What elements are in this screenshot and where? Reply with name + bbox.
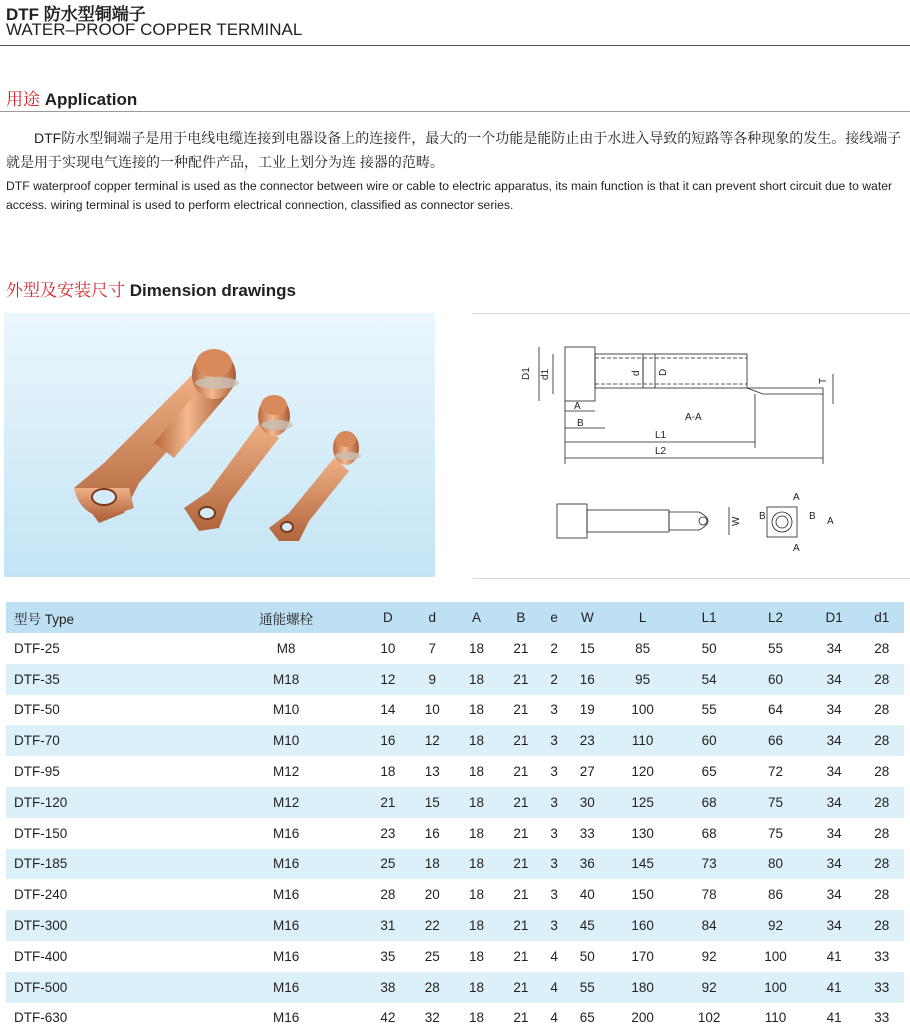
table-cell: 2 [550, 640, 558, 656]
table-cell: 42 [380, 1010, 396, 1026]
table-cell: 130 [631, 825, 654, 841]
table-cell: 21 [366, 787, 410, 818]
table-cell: 75 [742, 787, 808, 818]
table-cell: 92 [742, 910, 808, 941]
table-cell: 34 [826, 764, 842, 780]
table-cell: 85 [635, 640, 651, 656]
table-cell: 18 [380, 764, 396, 780]
table-cell: 28 [860, 725, 904, 756]
table-cell: 28 [860, 787, 904, 818]
header-divider [0, 45, 910, 46]
table-cell: 21 [513, 640, 529, 656]
table-cell: 18 [469, 764, 485, 780]
table-cell: DTF-185 [6, 849, 207, 880]
table-cell: 21 [499, 725, 543, 756]
table-cell: 28 [874, 887, 890, 903]
table-row [6, 879, 904, 910]
spec-table [6, 602, 904, 1033]
table-cell: 50 [579, 948, 595, 964]
table-row [6, 1003, 904, 1034]
table-cell: 12 [366, 664, 410, 695]
table-cell: 102 [697, 1010, 721, 1026]
table-cell: 34 [826, 825, 842, 841]
application-divider [0, 111, 910, 112]
table-cell: 80 [742, 849, 808, 880]
table-cell: 41 [809, 972, 860, 1003]
table-cell: 21 [513, 825, 529, 841]
table-cell: DTF-300 [6, 910, 207, 941]
col-L2: L2 [742, 602, 808, 633]
end-view-ring [772, 512, 792, 532]
label-D1: D1 [521, 367, 532, 380]
application-text-cn: DTF防水型铜端子是用于电线电缆连接到电器设备上的连接件，最大的一个功能是能防止由于水进入导致的短路等各种现象的发生。接线端子就是用于实现电气连接的一种配件产品，工业上划分为连 接器的范畴。 [6, 130, 902, 170]
table-cell: 64 [768, 702, 784, 718]
table-cell: DTF-150 [14, 825, 68, 841]
dimension-heading-cn: 外型及安装尺寸 [6, 281, 125, 300]
table-cell: 200 [631, 1010, 654, 1026]
table-cell: M12 [273, 764, 300, 780]
table-cell: 16 [424, 825, 440, 841]
table-cell: M16 [273, 887, 300, 903]
table-cell: M16 [207, 972, 366, 1003]
table-cell: 7 [428, 640, 436, 656]
table-cell: 34 [826, 640, 842, 656]
table-cell: 14 [380, 702, 396, 718]
table-cell: M16 [207, 910, 366, 941]
plan-sleeve [587, 510, 669, 532]
table-cell: 34 [809, 910, 860, 941]
table-cell: 125 [609, 787, 675, 818]
table-cell: 21 [513, 702, 529, 718]
table-cell: DTF-240 [14, 887, 68, 903]
table-cell: 21 [499, 849, 543, 880]
label-end-A-bottom: A [793, 543, 800, 554]
table-cell: M10 [273, 702, 300, 718]
table-cell: 21 [499, 972, 543, 1003]
table-cell: 31 [366, 910, 410, 941]
table-cell: 45 [565, 910, 609, 941]
table-cell: 55 [565, 972, 609, 1003]
label-d1: d1 [540, 368, 551, 380]
table-cell: 21 [499, 664, 543, 695]
table-cell: 21 [513, 764, 529, 780]
table-cell: 28 [874, 702, 890, 718]
table-cell: 84 [676, 910, 742, 941]
table-cell: 3 [550, 764, 558, 780]
table-row [6, 695, 904, 726]
col-A: A [454, 602, 498, 633]
col-d: d [410, 602, 454, 633]
label-L1: L1 [655, 430, 667, 441]
table-cell: 18 [469, 640, 485, 656]
table-cell: 34 [809, 725, 860, 756]
table-cell: 21 [513, 948, 529, 964]
table-cell: 16 [366, 725, 410, 756]
application-heading-en: Application [44, 90, 138, 109]
table-cell: 3 [550, 702, 558, 718]
table-cell: 35 [380, 948, 396, 964]
dimension-heading-en: Dimension drawings [129, 281, 296, 300]
table-cell: M16 [207, 849, 366, 880]
table-cell: M18 [207, 664, 366, 695]
col-type: 型号 Type [6, 602, 207, 633]
table-cell: 55 [768, 640, 784, 656]
table-cell: 34 [809, 849, 860, 880]
table-cell: 170 [631, 948, 654, 964]
table-cell: 28 [860, 849, 904, 880]
table-cell: 22 [410, 910, 454, 941]
table-cell: DTF-630 [14, 1010, 68, 1026]
label-D: D [658, 368, 669, 376]
table-cell: 19 [579, 702, 595, 718]
table-cell: 180 [609, 972, 675, 1003]
label-L2: L2 [655, 446, 667, 457]
table-cell: 110 [764, 1010, 787, 1026]
col-B: B [499, 602, 543, 633]
table-cell: M16 [273, 825, 300, 841]
table-cell: 92 [701, 948, 717, 964]
table-cell: 21 [513, 1010, 529, 1026]
col-W: W [565, 602, 609, 633]
spec-table-header [6, 602, 904, 633]
table-cell: 23 [565, 725, 609, 756]
copper-terminal-illustration [4, 313, 435, 577]
table-cell: 33 [579, 825, 595, 841]
dimension-drawing-svg [473, 314, 910, 578]
table-cell: 72 [768, 764, 784, 780]
table-cell: 100 [742, 972, 808, 1003]
table-cell: 4 [550, 1010, 558, 1026]
application-heading-cn: 用途 [6, 90, 40, 109]
table-cell: 9 [410, 664, 454, 695]
table-cell: 18 [469, 948, 485, 964]
table-cell: 110 [609, 725, 675, 756]
table-cell: 18 [454, 725, 498, 756]
table-cell: M16 [273, 1010, 300, 1026]
table-cell: M12 [207, 787, 366, 818]
table-cell: 3 [543, 787, 565, 818]
table-cell: 78 [701, 887, 717, 903]
end-view-outer [767, 507, 797, 537]
table-cell: 15 [579, 640, 595, 656]
table-cell: 100 [631, 702, 654, 718]
plan-barrel [557, 504, 587, 538]
table-cell: 38 [366, 972, 410, 1003]
table-cell: 15 [410, 787, 454, 818]
col-D: D [366, 602, 410, 633]
table-cell: 23 [380, 825, 396, 841]
table-cell: 3 [550, 887, 558, 903]
sleeve-body [595, 354, 747, 388]
table-cell: 28 [874, 764, 890, 780]
barrel-outer [565, 347, 595, 401]
application-text-en: DTF waterproof copper terminal is used as the connector between wire or cable to electric apparatus, its main function is that it can prevent short circuit due to water access. wiring terminal is used to perform electrical connection, classified as connector series. [6, 179, 893, 212]
table-cell: 18 [410, 849, 454, 880]
table-cell: 150 [631, 887, 654, 903]
table-cell: 41 [826, 948, 842, 964]
table-cell: 40 [579, 887, 595, 903]
table-row [6, 664, 904, 695]
table-cell: 28 [410, 972, 454, 1003]
table-cell: 34 [826, 702, 842, 718]
col-bolt: 通能螺栓 [207, 602, 366, 633]
table-cell: 3 [550, 825, 558, 841]
table-cell: 21 [513, 887, 529, 903]
plan-tongue [669, 512, 708, 530]
table-cell: 18 [469, 887, 485, 903]
table-cell: 60 [742, 664, 808, 695]
table-row [6, 725, 904, 756]
table-cell: 18 [454, 849, 498, 880]
table-cell: 20 [424, 887, 440, 903]
table-cell: 30 [565, 787, 609, 818]
label-end-A-top: A [793, 492, 800, 503]
table-cell: 28 [380, 887, 396, 903]
table-cell: 3 [543, 910, 565, 941]
table-cell: 13 [424, 764, 440, 780]
table-cell: 4 [550, 948, 558, 964]
table-row [6, 849, 904, 880]
tongue-section [747, 388, 823, 394]
table-cell: 18 [454, 787, 498, 818]
table-cell: DTF-25 [14, 640, 60, 656]
table-cell: 34 [809, 664, 860, 695]
table-cell: 28 [874, 825, 890, 841]
page-subtitle: WATER–PROOF COPPER TERMINAL [6, 20, 303, 39]
table-cell: DTF-120 [6, 787, 207, 818]
table-cell: 18 [469, 702, 485, 718]
table-cell: 28 [874, 640, 890, 656]
table-cell: 41 [826, 1010, 842, 1026]
table-cell: DTF-35 [6, 664, 207, 695]
table-cell: 92 [676, 972, 742, 1003]
table-cell: 21 [499, 787, 543, 818]
page-title: DTF 防水型铜端子 [6, 5, 146, 24]
table-cell: 4 [543, 972, 565, 1003]
table-cell: 160 [609, 910, 675, 941]
table-cell: 100 [764, 948, 787, 964]
table-cell: 3 [543, 849, 565, 880]
table-cell: M8 [276, 640, 296, 656]
table-cell: M16 [273, 948, 300, 964]
table-row [6, 633, 904, 664]
table-cell: 27 [579, 764, 595, 780]
label-end-B-left: B [759, 511, 766, 522]
table-cell: 32 [424, 1010, 440, 1026]
table-cell: 95 [609, 664, 675, 695]
table-cell: 18 [454, 910, 498, 941]
col-d1: d1 [860, 602, 904, 633]
table-cell: 18 [469, 825, 485, 841]
table-cell: 12 [410, 725, 454, 756]
col-e: e [543, 602, 565, 633]
table-cell: 55 [701, 702, 717, 718]
table-cell: 54 [676, 664, 742, 695]
table-cell: 3 [543, 725, 565, 756]
table-cell: DTF-95 [14, 764, 60, 780]
table-cell: 25 [424, 948, 440, 964]
product-photo [4, 313, 435, 577]
table-cell: 120 [631, 764, 654, 780]
table-cell: 36 [565, 849, 609, 880]
table-cell: 25 [366, 849, 410, 880]
label-T: T [818, 377, 829, 384]
label-W: W [731, 516, 742, 526]
table-cell: 33 [874, 1010, 890, 1026]
table-cell: 10 [380, 640, 396, 656]
table-row [6, 941, 904, 972]
table-cell: DTF-50 [14, 702, 60, 718]
table-cell: 68 [701, 825, 717, 841]
dimension-drawing [473, 313, 910, 579]
table-row [6, 972, 904, 1003]
label-end-A-right: A [827, 516, 834, 527]
col-L1: L1 [676, 602, 742, 633]
label-section-AA: A-A [685, 412, 702, 423]
label-d: d [631, 370, 642, 376]
table-cell: 68 [676, 787, 742, 818]
label-B: B [577, 418, 584, 429]
table-cell: 10 [424, 702, 440, 718]
table-cell: 33 [874, 948, 890, 964]
table-cell: 50 [701, 640, 717, 656]
table-cell: 18 [454, 972, 498, 1003]
table-cell: 34 [826, 887, 842, 903]
terminal-small [269, 431, 361, 541]
table-cell: 66 [742, 725, 808, 756]
table-cell: DTF-70 [6, 725, 207, 756]
table-cell: 65 [579, 1010, 595, 1026]
dimension-heading [6, 276, 296, 301]
application-heading [6, 85, 137, 110]
table-cell: 86 [768, 887, 784, 903]
table-cell: DTF-500 [6, 972, 207, 1003]
label-end-B-right: B [809, 511, 816, 522]
table-cell: 28 [860, 910, 904, 941]
table-row [6, 787, 904, 818]
table-cell: 75 [768, 825, 784, 841]
table-row [6, 818, 904, 849]
table-cell: 33 [860, 972, 904, 1003]
table-row [6, 756, 904, 787]
col-D1: D1 [809, 602, 860, 633]
table-cell: 18 [454, 664, 498, 695]
table-cell: 60 [676, 725, 742, 756]
table-cell: 73 [676, 849, 742, 880]
table-cell: 21 [499, 910, 543, 941]
plan-bolt-hole [699, 517, 707, 525]
table-cell: M10 [207, 725, 366, 756]
table-cell: 145 [609, 849, 675, 880]
table-cell: DTF-400 [14, 948, 68, 964]
table-cell: 2 [543, 664, 565, 695]
table-cell: 65 [701, 764, 717, 780]
table-cell: 18 [469, 1010, 485, 1026]
label-A: A [574, 401, 581, 412]
table-cell: 16 [565, 664, 609, 695]
col-L: L [609, 602, 675, 633]
table-cell: 28 [860, 664, 904, 695]
table-row [6, 910, 904, 941]
end-view-bore [776, 516, 788, 528]
table-cell: 34 [809, 787, 860, 818]
